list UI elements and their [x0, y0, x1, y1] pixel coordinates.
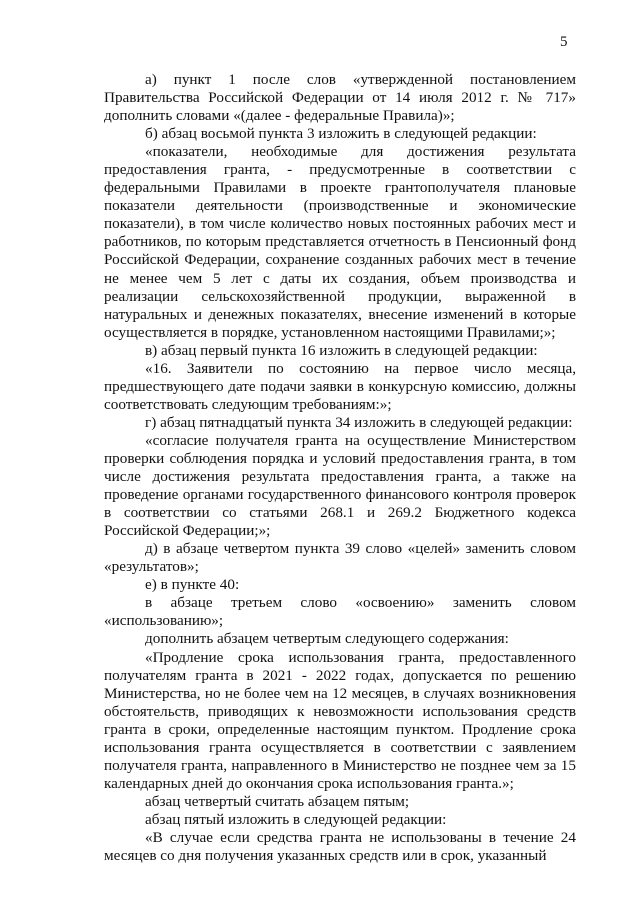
- paragraph-amendment-v: в) абзац первый пункта 16 изложить в следующей редакции:: [145, 341, 538, 359]
- paragraph-add-fourth: дополнить абзацем четвертым следующего содержания:: [145, 630, 509, 648]
- paragraph-quote-unused-funds: «В случае если средства гранта не использованы в течение 24 месяцев со дня получения указанных средств или в срок, указанный: [104, 828, 576, 865]
- document-body: [104, 71, 576, 865]
- paragraph-amendment-d: д) в абзаце четвертом пункта 39 слово «целей» заменить словом «результатов»;: [104, 540, 576, 576]
- paragraph-renumber: абзац четвертый считать абзацем пятым;: [145, 792, 410, 810]
- paragraph-amendment-e: е) в пункте 40:: [145, 576, 240, 594]
- paragraph-amendment-g: г) абзац пятнадцатый пункта 34 изложить в следующей редакции:: [145, 413, 573, 431]
- paragraph-quote-consent: «согласие получателя гранта на осуществление Министерством проверки соблюдения порядка и условий предоставления гранта, в том числе достижения результата предоставления гранта, а также на проведение органами государственного финансового контроля проверок в соответствии со статьями 268.1 и 269.2 Бюджетного кодекса Российской Федерации;»;: [104, 431, 576, 540]
- paragraph-amendment-a: а) пункт 1 после слов «утвержденной постановлением Правительства Российской Федерации от 14 июля 2012 г. № 717» дополнить словами «(далее - федеральные Правила)»;: [104, 71, 576, 125]
- paragraph-quote-indicators: «показатели, необходимые для достижения результата предоставления гранта, - предусмотренные в соответствии с федеральными Правилами в проекте грантополучателя плановые показатели деятельности (производственные и экономические показатели), в том числе количество новых постоянных рабочих мест и работников, по которым представляется отчетность в Пенсионный фонд Российской Федерации, сохранение созданных рабочих мест в течение не менее чем 5 лет с даты их создания, объем производства и реализации сельскохозяйственной продукции, выраженной в натуральных и денежных показателях, внесение изменений в которые осуществляется в порядке, установленном настоящими Правилами;»;: [104, 143, 576, 341]
- paragraph-quote-extension: «Продление срока использования гранта, предоставленного получателям гранта в 2021 - 2022 годах, допускается по решению Министерства, но не более чем на 12 месяцев, в случаях возникновения обстоятельств, приводящих к невозможности использования средств гранта в сроки, определенные настоящим пунктом. Продление срока использования гранта осуществляется в соответствии с заявлением получателя гранта, направленного в Министерство не позднее чем за 15 календарных дней до окончания срока использования гранта.»;: [104, 648, 576, 792]
- paragraph-quote-point-16: «16. Заявители по состоянию на первое число месяца, предшествующего дате подачи заявки в конкурсную комиссию, должны соответствовать следующим требованиям:»;: [104, 359, 576, 413]
- paragraph-replace-word: в абзаце третьем слово «освоению» заменить словом «использованию»;: [104, 594, 576, 630]
- paragraph-amendment-b: б) абзац восьмой пункта 3 изложить в следующей редакции:: [145, 125, 537, 143]
- paragraph-fifth-edit: абзац пятый изложить в следующей редакции:: [145, 810, 447, 828]
- page-number: 5: [560, 34, 568, 50]
